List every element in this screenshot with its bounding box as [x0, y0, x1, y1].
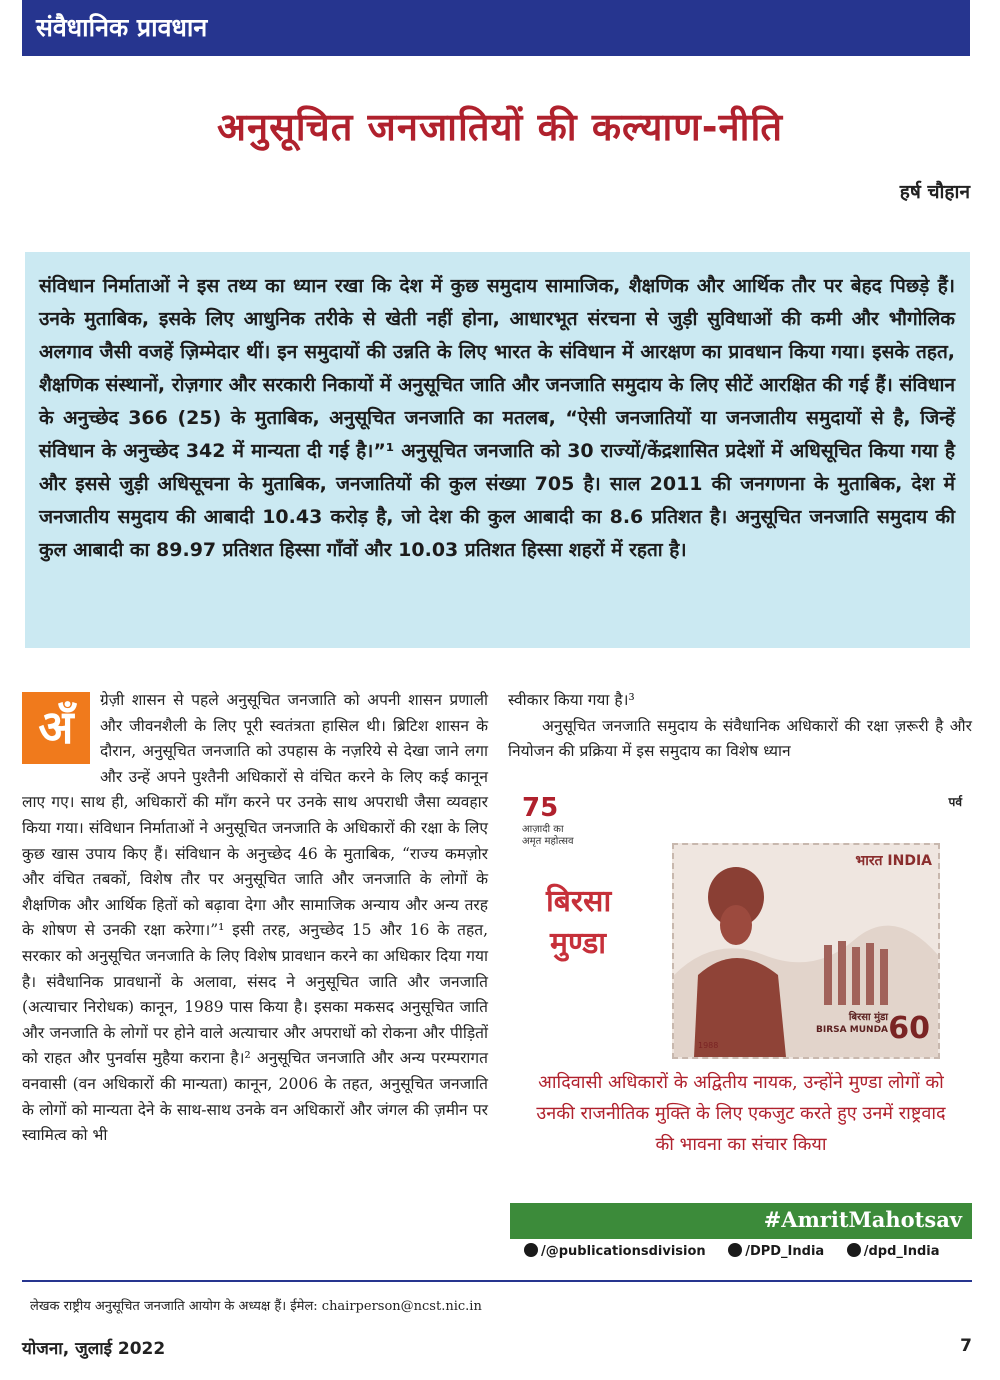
stamp-value: 60 [888, 1011, 930, 1046]
azadi-logo: 75 [522, 793, 559, 823]
page-number: 7 [960, 1336, 972, 1356]
twitter-icon [728, 1243, 742, 1257]
azadi-logo-line2: अमृत महोत्सव [522, 836, 574, 847]
stamp-year: 1988 [698, 1041, 719, 1050]
poster-caption: आदिवासी अधिकारों के अद्वितीय नायक, उन्होंने मुण्डा लोगों को उनकी राजनीतिक मुक्ति के लिए एकजुट करते हुए उनमें राष्ट्रवाद की भावना का संचार किया [536, 1072, 946, 1155]
body-right-column [508, 688, 972, 765]
facebook-icon [524, 1243, 538, 1257]
facebook-handle: /@publicationsdivision [524, 1243, 706, 1259]
birsa-munda-poster [510, 775, 972, 1268]
instagram-handle: /dpd_India [847, 1243, 940, 1259]
section-header [22, 0, 970, 56]
body-right-para2: अनुसूचित जनजाति समुदाय के संवैधानिक अधिकारों की रक्षा ज़रूरी है और नियोजन की प्रक्रिया में इस समुदाय का विशेष ध्यान [508, 716, 972, 761]
footnote-divider [22, 1280, 972, 1282]
author-footnote: लेखक राष्ट्रीय अनुसूचित जनजाति आयोग के अध्यक्ष हैं। ईमेल: chairperson@ncst.nic.in [30, 1299, 482, 1314]
poster-name-line1: बिरसा [546, 884, 612, 919]
publications-division-icon: पर्व [948, 795, 962, 809]
stamp-name-english: BIRSA MUNDA [816, 1025, 888, 1035]
dropcap: अँ [22, 692, 90, 764]
azadi-logo-line1: आज़ादी का [522, 824, 564, 835]
social-handles [524, 1243, 964, 1259]
postage-stamp [672, 843, 940, 1059]
stamp-country: भारत INDIA [855, 853, 932, 869]
author-name: हर्ष चौहान [899, 181, 970, 203]
body-left-column [22, 688, 488, 1149]
section-title: संवैधानिक प्रावधान [36, 13, 208, 42]
poster-name-line2: मुण्डा [550, 926, 607, 961]
abstract-box [25, 252, 970, 648]
magazine-footer: योजना, जुलाई 2022 [22, 1339, 166, 1359]
stamp-name-hindi: बिरसा मुंडा [848, 1012, 888, 1023]
hashtag: #AmritMahotsav [763, 1207, 962, 1232]
abstract-text: संविधान निर्माताओं ने इस तथ्य का ध्यान रखा कि देश में कुछ समुदाय सामाजिक, शैक्षणिक और आर्थिक तौर पर बेहद पिछड़े हैं। उनके मुताबिक, इसके लिए आधुनिक तरीके से खेती नहीं होना, आधारभूत संरचना से जुड़ी सुविधाओं की कमी और भौगोलिक अलगाव जैसी वजहें ज़िम्मेदार थीं। इन समुदायों की उन्नति के लिए भारत के संविधान में आरक्षण का प्रावधान किया गया। इसके तहत, शैक्षणिक संस्थानों, रोज़गार और सरकारी निकायों में अनुसूचित जाति और जनजाति समुदाय के लिए सीटें आरक्षित की गई हैं। संविधान के अनुच्छेद 366 (25) के मुताबिक, अनुसूचित जनजाति का मतलब, “ऐसी जनजातियों या जनजातीय समुदायों से है, जिन्हें संविधान के अनुच्छेद 342 में मान्यता दी गई है।”¹ अनुसूचित जनजाति को 30 राज्यों/केंद्रशासित प्रदेशों में अधिसूचित किया गया है और इससे जुड़ी अधिसूचना के मुताबिक, जनजातियों की कुल संख्या 705 है। साल 2011 की जनगणना के मुताबिक, देश में जनजातीय समुदाय की आबादी 10.43 करोड़ है, जो देश की कुल आबादी का 8.6 प्रतिशत है। अनुसूचित जनजाति समुदाय की कुल आबादी का 89.97 प्रतिशत हिस्सा गाँवों और 10.03 प्रतिशत हिस्सा शहरों में रहता है। [39, 275, 955, 561]
body-right-line1: स्वीकार किया गया है।³ [508, 691, 635, 709]
poster-hashtag-bar [510, 1203, 972, 1239]
body-left-text: ग्रेज़ी शासन से पहले अनुसूचित जनजाति को अपनी शासन प्रणाली और जीवनशैली के लिए पूरी स्वतंत्रता हासिल थी। ब्रिटिश शासन के दौरान, अनुसूचित जनजाति को उपहास के नज़रिये से देखा जाने लगा और उन्हें अपने पुश्तैनी अधिकारों से वंचित करने के लिए कई कानून लाए गए। साथ ही, अधिकारों की माँग करने पर उनके साथ अपराधी जैसा व्यवहार किया गया। संविधान निर्माताओं ने अनुसूचित जनजाति के अधिकारों की रक्षा के लिए कुछ खास उपाय किए हैं। संविधान के अनुच्छेद 46 के मुताबिक, “राज्य कमज़ोर और वंचित तबकों, विशेष तौर पर अनुसूचित जाति और जनजाति के लोगों के शैक्षणिक और आर्थिक हितों को बढ़ावा देगा और सामाजिक अन्याय और अन्य तरह के शोषण से उनकी रक्षा करेगा।”¹ इसी तरह, अनुच्छेद 15 और 16 के तहत, सरकार को अनुसूचित जनजाति के लिए विशेष प्रावधान करने का अधिकार दिया गया है। संवैधानिक प्रावधानों के अलावा, संसद ने अनुसूचित जाति और जनजाति (अत्याचार निरोधक) कानून, 1989 पास किया है। इसका मकसद अनुसूचित जाति और जनजाति के लोगों पर होने वाले अत्याचार और अपराधों को रोकना और पीड़ितों को राहत और पुनर्वास मुहैया कराना है।² अनुसूचित जनजाति और अन्य परम्परागत वनवासी (वन अधिकारों की मान्यता) कानून, 2006 के तहत, अनुसूचित जनजाति के लोगों को मान्यता देने के साथ-साथ उनके वन अधिकारों और जंगल की ज़मीन पर स्वामित्व को भी [22, 691, 488, 1145]
instagram-icon [847, 1243, 861, 1257]
article-title: अनुसूचित जनजातियों की कल्याण-नीति [217, 105, 783, 149]
twitter-handle: /DPD_India [728, 1243, 824, 1259]
